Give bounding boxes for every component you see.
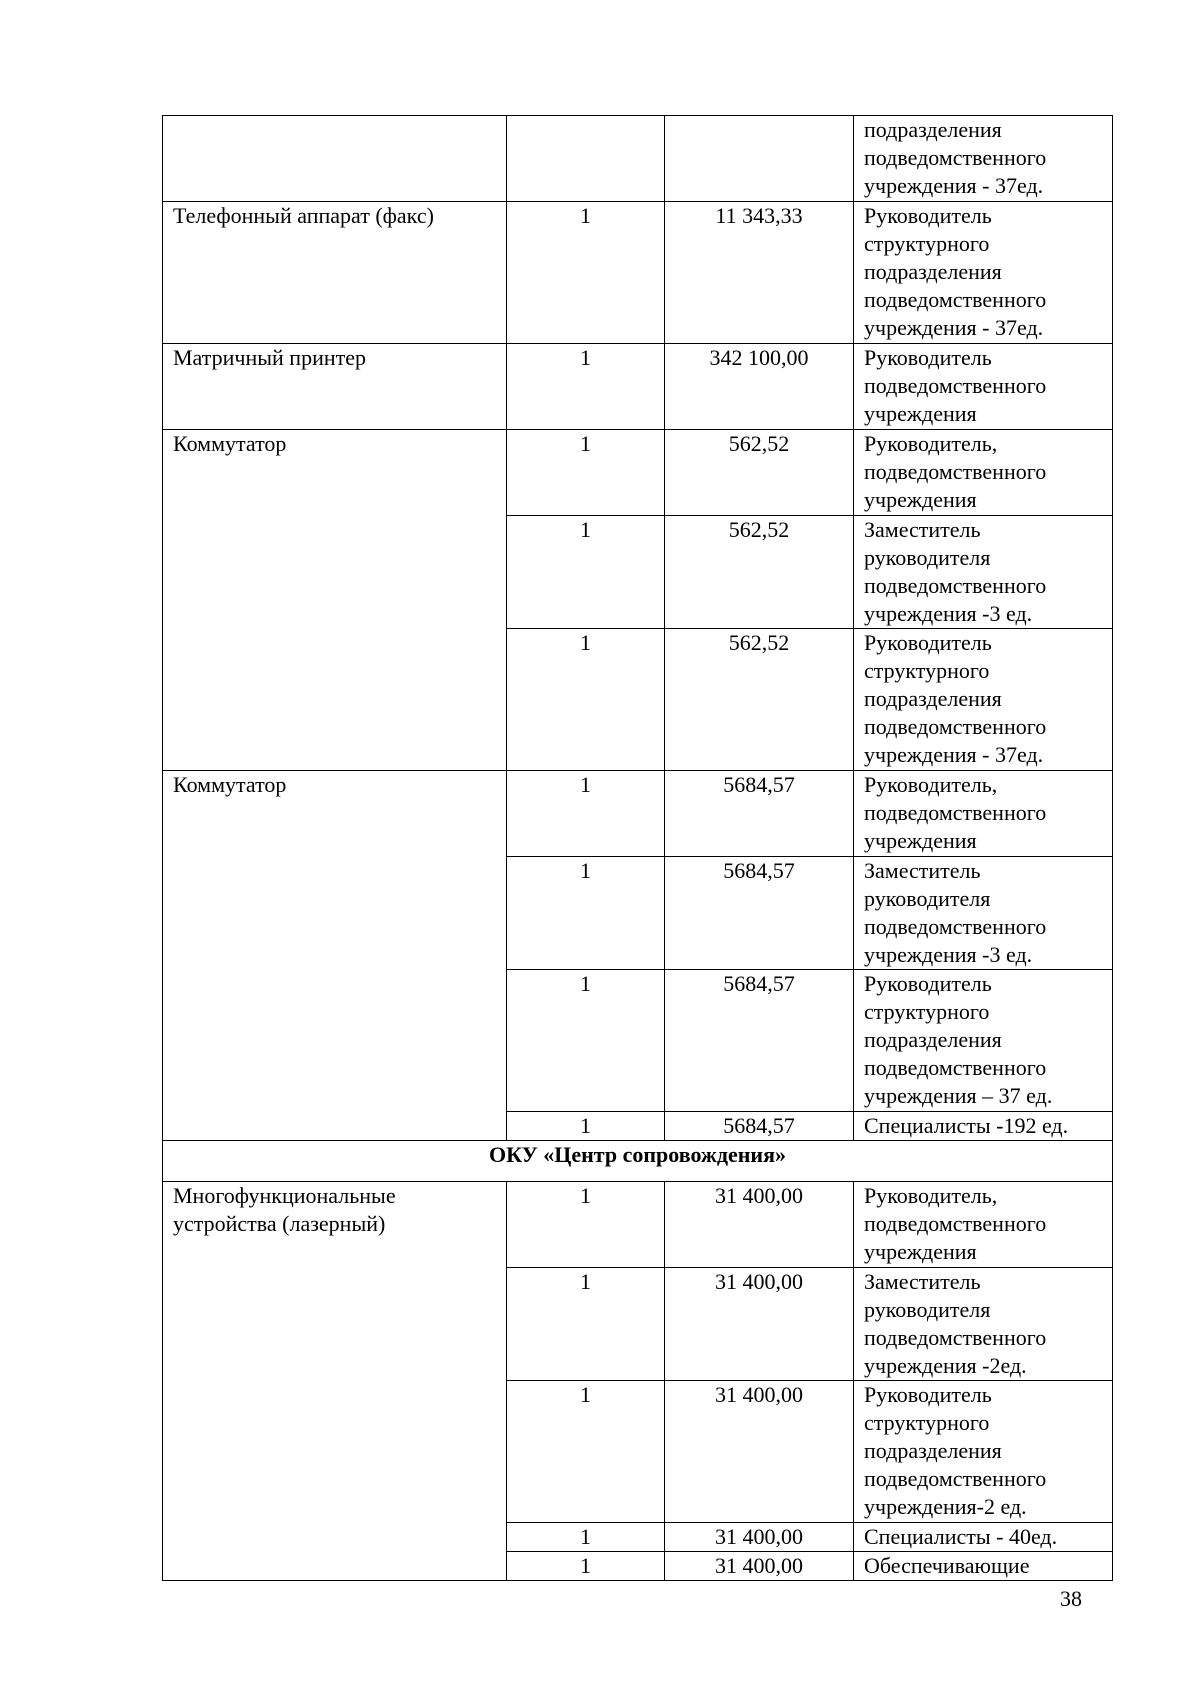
position-text: Руководитель структурного подразделения подведомственного учреждения-2 ед. xyxy=(864,1382,1047,1519)
page-number: 38 xyxy=(1060,1586,1082,1611)
item-name-cell xyxy=(163,1182,507,1581)
section-header-row xyxy=(163,1141,1113,1182)
quantity-cell xyxy=(507,344,665,430)
position-cell xyxy=(854,430,1113,516)
quantity-cell xyxy=(507,857,665,970)
price: 562,52 xyxy=(728,431,790,456)
position-text: Специалисты - 40ед. xyxy=(864,1524,1058,1549)
position-text: Руководитель, подведомственного учреждения xyxy=(864,431,1047,512)
item-name: Коммутатор xyxy=(173,772,287,797)
price-cell xyxy=(665,857,854,970)
price: 31 400,00 xyxy=(715,1382,803,1407)
item-name-cell xyxy=(163,116,507,202)
quantity-cell xyxy=(507,516,665,629)
quantity-cell xyxy=(507,202,665,344)
quantity: 1 xyxy=(580,431,591,456)
position-cell xyxy=(854,970,1113,1112)
price-cell xyxy=(665,629,854,771)
quantity-cell xyxy=(507,1182,665,1268)
position-text: Руководитель структурного подразделения подведомственного учреждения - 37ед. xyxy=(864,203,1047,340)
quantity-cell xyxy=(507,1523,665,1552)
quantity-cell xyxy=(507,1268,665,1381)
price: 342 100,00 xyxy=(709,345,809,370)
quantity: 1 xyxy=(580,630,591,655)
price-cell xyxy=(665,771,854,857)
table-row xyxy=(163,344,1113,430)
price: 5684,57 xyxy=(723,858,795,883)
position-cell xyxy=(854,202,1113,344)
position-cell xyxy=(854,1552,1113,1581)
price-cell xyxy=(665,970,854,1112)
position-cell xyxy=(854,857,1113,970)
table-row xyxy=(163,202,1113,344)
quantity: 1 xyxy=(580,1553,591,1578)
item-name-cell xyxy=(163,430,507,771)
price: 5684,57 xyxy=(723,1113,795,1138)
quantity: 1 xyxy=(580,971,591,996)
quantity: 1 xyxy=(580,772,591,797)
price-cell xyxy=(665,202,854,344)
position-text: Заместитель руководителя подведомственного учреждения -2ед. xyxy=(864,1269,1047,1378)
position-cell xyxy=(854,771,1113,857)
quantity: 1 xyxy=(580,517,591,542)
position-text: Руководитель структурного подразделения подведомственного учреждения - 37ед. xyxy=(864,630,1047,767)
quantity: 1 xyxy=(580,1269,591,1294)
price-cell xyxy=(665,1381,854,1523)
position-cell xyxy=(854,1112,1113,1141)
quantity-cell xyxy=(507,116,665,202)
position-cell xyxy=(854,344,1113,430)
quantity-cell xyxy=(507,1112,665,1141)
price-cell xyxy=(665,1112,854,1141)
price-cell xyxy=(665,516,854,629)
position-text: Руководитель подведомственного учреждения xyxy=(864,345,1047,426)
price-cell xyxy=(665,1523,854,1552)
equipment-table xyxy=(162,115,1113,1581)
table-row xyxy=(163,771,1113,857)
position-text: Руководитель, подведомственного учреждения xyxy=(864,772,1047,853)
price: 31 400,00 xyxy=(715,1524,803,1549)
price: 5684,57 xyxy=(723,971,795,996)
item-name: Телефонный аппарат (факс) xyxy=(173,203,434,228)
price: 11 343,33 xyxy=(715,203,803,228)
price-cell xyxy=(665,116,854,202)
position-text: подразделения подведомственного учреждения - 37ед. xyxy=(864,117,1047,198)
quantity-cell xyxy=(507,1381,665,1523)
price-cell xyxy=(665,430,854,516)
position-cell xyxy=(854,1381,1113,1523)
table-row xyxy=(163,1182,1113,1268)
position-cell xyxy=(854,1268,1113,1381)
quantity: 1 xyxy=(580,203,591,228)
table-row xyxy=(163,116,1113,202)
price: 562,52 xyxy=(728,517,790,542)
price: 31 400,00 xyxy=(715,1269,803,1294)
quantity-cell xyxy=(507,430,665,516)
section-header-cell xyxy=(163,1141,1113,1182)
quantity: 1 xyxy=(580,1113,591,1138)
item-name: Матричный принтер xyxy=(173,345,367,370)
position-text: Заместитель руководителя подведомственного учреждения -3 ед. xyxy=(864,517,1047,626)
position-text: Руководитель, подведомственного учреждения xyxy=(864,1183,1047,1264)
quantity: 1 xyxy=(580,1524,591,1549)
position-cell xyxy=(854,516,1113,629)
position-text: Специалисты -192 ед. xyxy=(864,1113,1069,1138)
item-name-cell xyxy=(163,771,507,1141)
position-text: Заместитель руководителя подведомственного учреждения -3 ед. xyxy=(864,858,1047,967)
quantity-cell xyxy=(507,629,665,771)
position-text: Обеспечивающие xyxy=(864,1553,1030,1578)
price: 31 400,00 xyxy=(715,1183,803,1208)
quantity: 1 xyxy=(580,1183,591,1208)
price-cell xyxy=(665,1182,854,1268)
price-cell xyxy=(665,344,854,430)
quantity: 1 xyxy=(580,345,591,370)
position-cell xyxy=(854,629,1113,771)
quantity: 1 xyxy=(580,858,591,883)
price-cell xyxy=(665,1268,854,1381)
price: 31 400,00 xyxy=(715,1553,803,1578)
position-cell xyxy=(854,1182,1113,1268)
quantity-cell xyxy=(507,970,665,1112)
quantity-cell xyxy=(507,771,665,857)
table-row xyxy=(163,430,1113,516)
position-text: Руководитель структурного подразделения подведомственного учреждения – 37 ед. xyxy=(864,971,1053,1108)
quantity-cell xyxy=(507,1552,665,1581)
item-name-cell xyxy=(163,344,507,430)
price: 562,52 xyxy=(728,630,790,655)
item-name: Коммутатор xyxy=(173,431,287,456)
section-title: ОКУ «Центр сопровождения» xyxy=(488,1142,787,1167)
quantity: 1 xyxy=(580,1382,591,1407)
position-cell xyxy=(854,1523,1113,1552)
item-name-cell xyxy=(163,202,507,344)
position-cell xyxy=(854,116,1113,202)
item-name: Многофункциональные устройства (лазерный) xyxy=(173,1183,396,1236)
price-cell xyxy=(665,1552,854,1581)
price: 5684,57 xyxy=(723,772,795,797)
